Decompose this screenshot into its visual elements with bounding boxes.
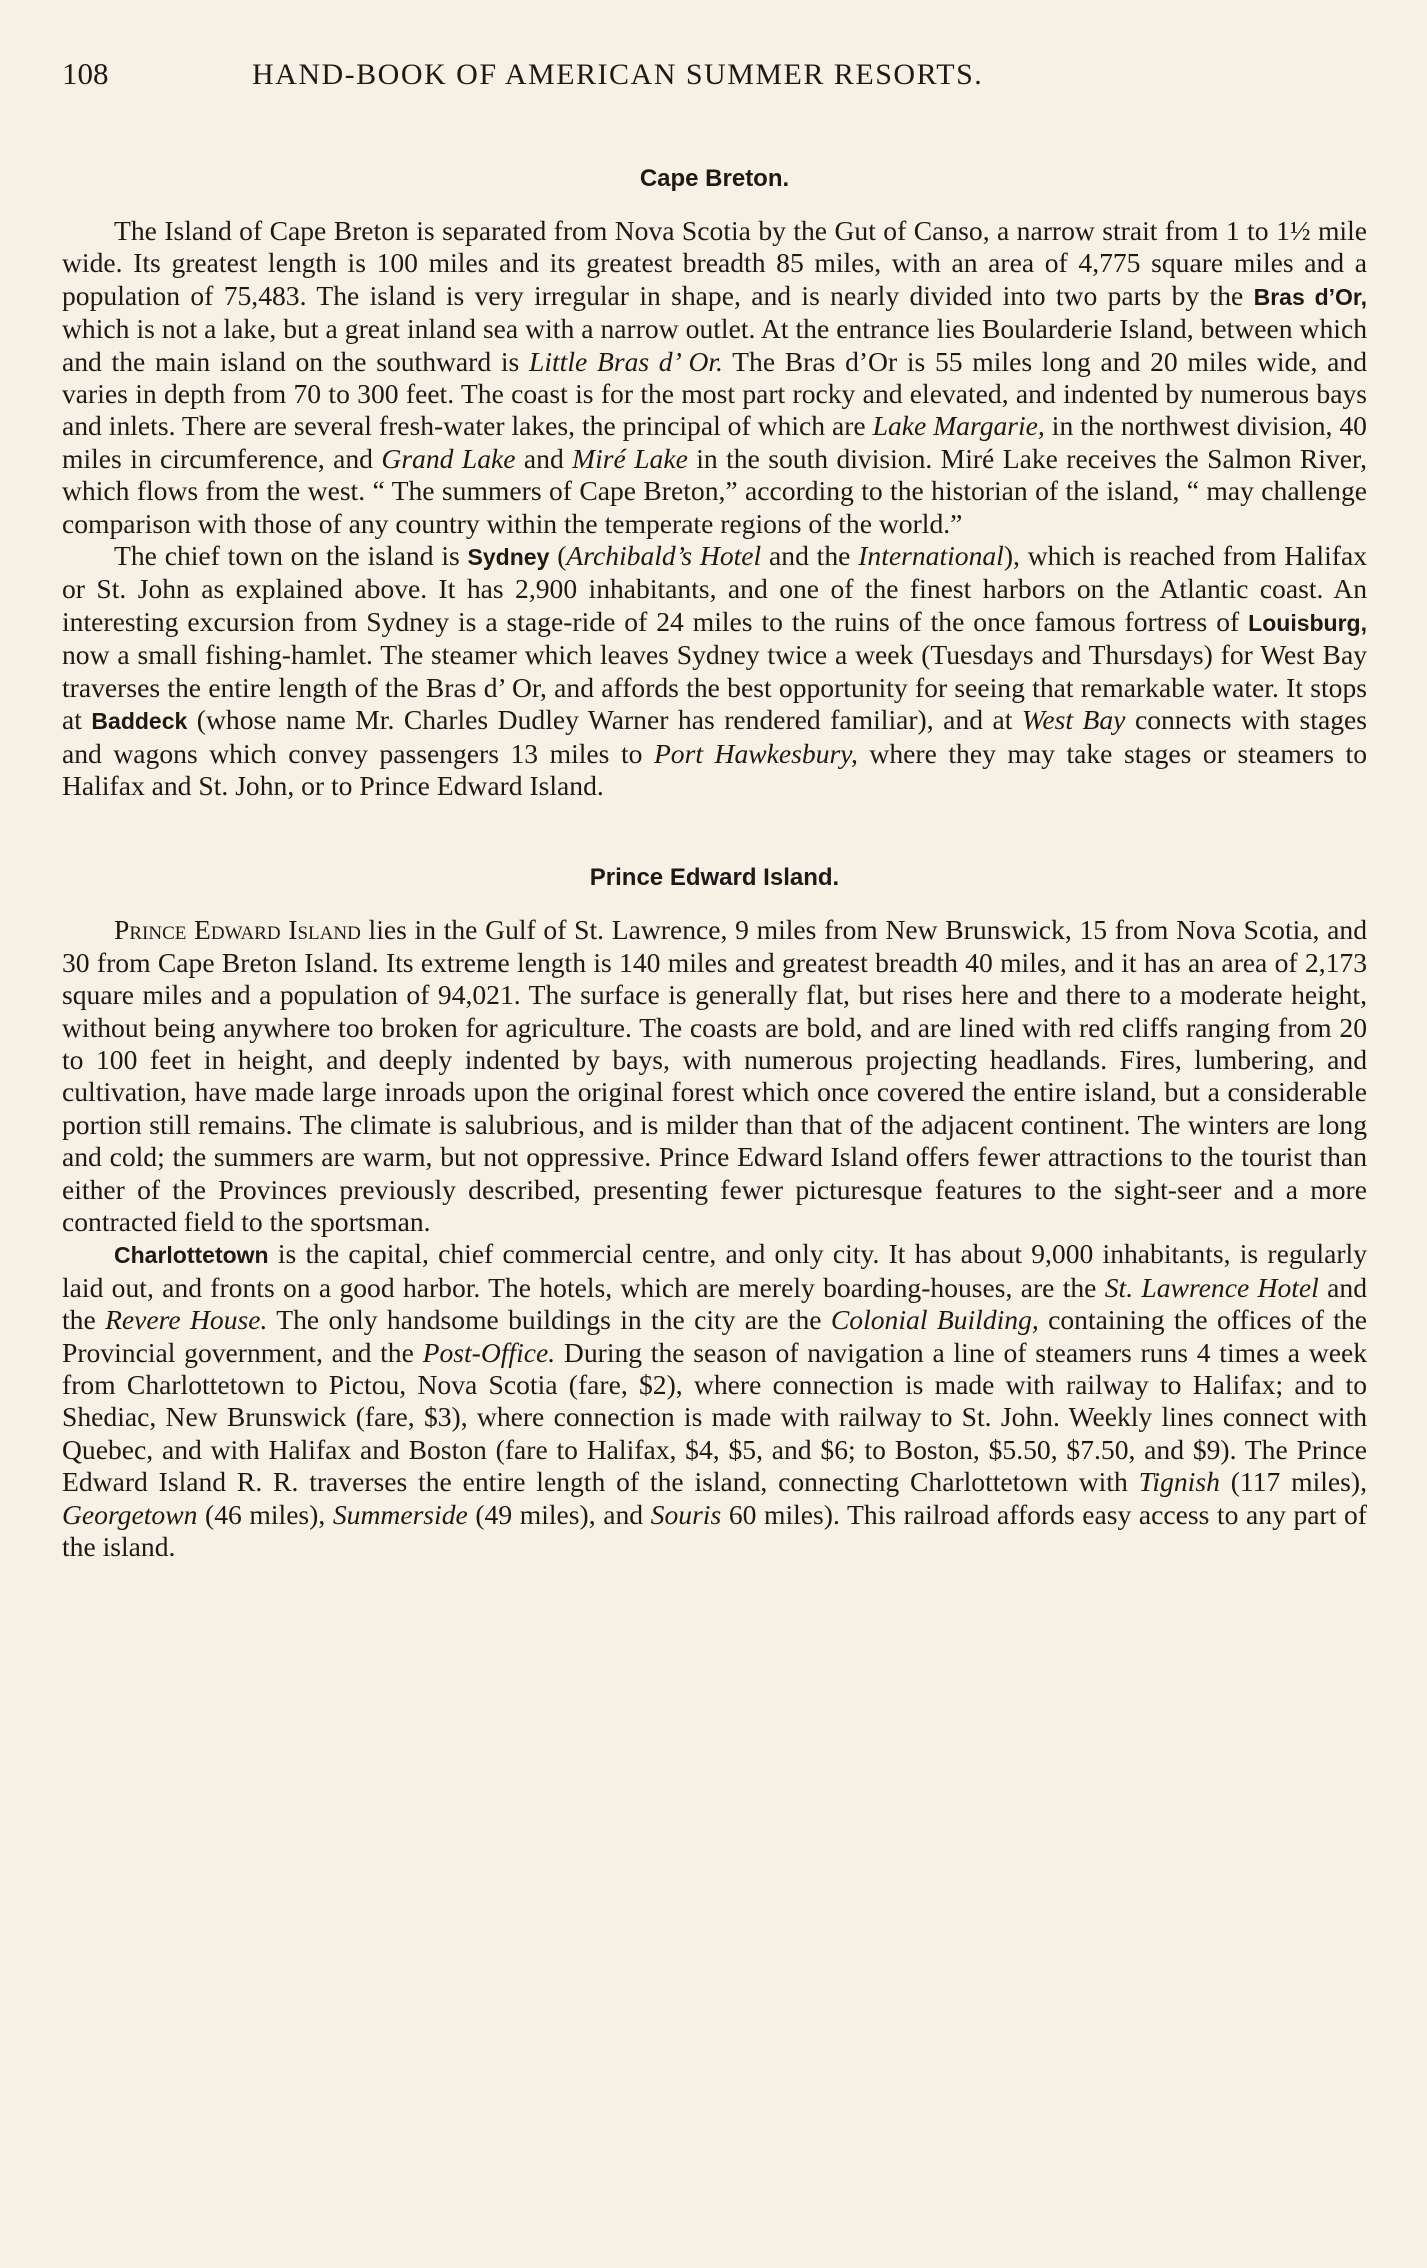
page-header [62, 56, 1367, 104]
place-grand-lake: Grand Lake [381, 442, 516, 474]
place-mire-lake: Miré Lake [572, 442, 688, 474]
lead-prince-edward-island: Prince Edward Island [114, 914, 361, 946]
place-tignish: Tignish [1138, 1466, 1220, 1498]
paragraph-cape-breton-2: The chief town on the island is Sydney (Archibald’s Hotel and the International), which is reached from Halifax or St. John as explained above. It has 2,900 inhabitants, and one of the finest harbors on the Atlantic coast. An interesting excursion from Sydney is a stage-ride of 24 miles to the ruins of the once famous fortress of Louisburg, now a small fishing-hamlet. The steamer which leaves Sydney twice a week (Tuesdays and Thursdays) for West Bay traverses the entire length of the Bras d’ Or, and affords the best opportunity for seeing that remarkable water. It stops at Baddeck (whose name Mr. Charles Dudley Warner has rendered familiar), and at West Bay connects with stages and wagons which convey passengers 13 miles to Port Hawkesbury, where they may take stages or steamers to Halifax and St. John, or to Prince Edward Island. [62, 540, 1367, 801]
hotel-st-lawrence: St. Lawrence Hotel [1104, 1271, 1319, 1303]
place-little-bras-dor: Little Bras d’ Or. [529, 345, 723, 377]
place-port-hawkesbury: Port Hawkesbury, [653, 737, 858, 769]
paragraph-cape-breton-1: The Island of Cape Breton is separated from Nova Scotia by the Gut of Canso, a narrow strait from 1 to 1½ mile wide. Its greatest length is 100 miles and its greatest breadth 85 miles, with an area of 4,775 square miles and a population of 75,483. The island is very irregular in shape, and is nearly divided into two parts by the Bras d’Or, which is not a lake, but a great inland sea with a narrow outlet. At the entrance lies Boularderie Island, between which and the main island on the southward is Little Bras d’ Or. The Bras d’Or is 55 miles long and 20 miles wide, and varies in depth from 70 to 300 feet. The coast is for the most part rocky and elevated, and indented by numerous bays and inlets. There are several fresh-water lakes, the principal of which are Lake Margarie, in the northwest division, 40 miles in circumference, and Grand Lake and Miré Lake in the south division. Miré Lake receives the Salmon River, which flows from the west. “ The summers of Cape Breton,” according to the historian of the island, “ may challenge comparison with those of any country within the temperate regions of the world.” [62, 215, 1367, 539]
place-summerside: Summerside [332, 1498, 468, 1530]
page-number: 108 [62, 56, 109, 91]
place-souris: Souris [650, 1498, 722, 1530]
building-colonial: Colonial Building, [830, 1304, 1039, 1336]
building-post-office: Post-Office. [422, 1336, 556, 1368]
place-sydney: Sydney [467, 544, 550, 571]
hotel-international: International [858, 540, 1004, 572]
place-georgetown: Georgetown [62, 1498, 198, 1530]
place-lake-margarie: Lake Margarie, [872, 410, 1045, 442]
hotel-archibalds: Archibald’s Hotel [566, 540, 762, 572]
place-louisburg: Louisburg, [1248, 609, 1367, 636]
hotel-revere-house: Revere House. [105, 1304, 268, 1336]
place-west-bay: West Bay [1021, 704, 1126, 736]
place-bras-dor: Bras d’Or, [1253, 283, 1367, 310]
section-title-prince-edward-island: Prince Edward Island. [589, 864, 840, 892]
section-title-cape-breton: Cape Breton. [639, 165, 790, 192]
place-charlottetown: Charlottetown [114, 1242, 269, 1269]
paragraph-pei-1: Prince Edward Island lies in the Gulf of St. Lawrence, 9 miles from New Brunswick, 15 from Nova Scotia, and 30 from Cape Breton Island. Its extreme length is 140 miles and greatest breadth 40 miles, and it has an area of 2,173 square miles and a population of 94,021. The surface is generally flat, but rises here and there to a moderate height, without being anywhere too broken for agriculture. The coasts are bold, and are lined with red cliffs ranging from 20 to 100 feet in height, and deeply indented by bays, with numerous projecting headlands. Fires, lumbering, and cultivation, have made large inroads upon the original forest which once covered the entire island, but a considerable portion still remains. The climate is salubrious, and is milder than that of the adjacent continent. The winters are long and cold; the summers are warm, but not oppressive. Prince Edward Island offers fewer attractions to the tourist than either of the Provinces previously described, presenting fewer picturesque features to the sight-seer and a more contracted field to the sportsman. [62, 914, 1367, 1237]
running-title: HAND-BOOK OF AMERICAN SUMMER RESORTS. [252, 58, 984, 91]
place-baddeck: Baddeck [91, 708, 188, 735]
paragraph-pei-2: Charlottetown is the capital, chief commercial centre, and only city. It has about 9,000 inhabitants, is regularly laid out, and fronts on a good harbor. The hotels, which are merely boarding-houses, are the St. Lawrence Hotel and the Revere House. The only handsome buildings in the city are the Colonial Building, containing the offices of the Provincial government, and the Post-Office. During the season of navigation a line of steamers runs 4 times a week from Charlottetown to Pictou, Nova Scotia (fare, $2), where connection is made with railway to Halifax; and to Shediac, New Brunswick (fare, $3), where connection is made with railway to St. John. Weekly lines connect with Quebec, and with Halifax and Boston (fare to Halifax, $4, $5, and $6; to Boston, $5.50, $7.50, and $9). The Prince Edward Island R. R. traverses the entire length of the island, connecting Charlottetown with Tignish (117 miles), Georgetown (46 miles), Summerside (49 miles), and Souris 60 miles). This railroad affords easy access to any part of the island. [62, 1238, 1367, 1563]
